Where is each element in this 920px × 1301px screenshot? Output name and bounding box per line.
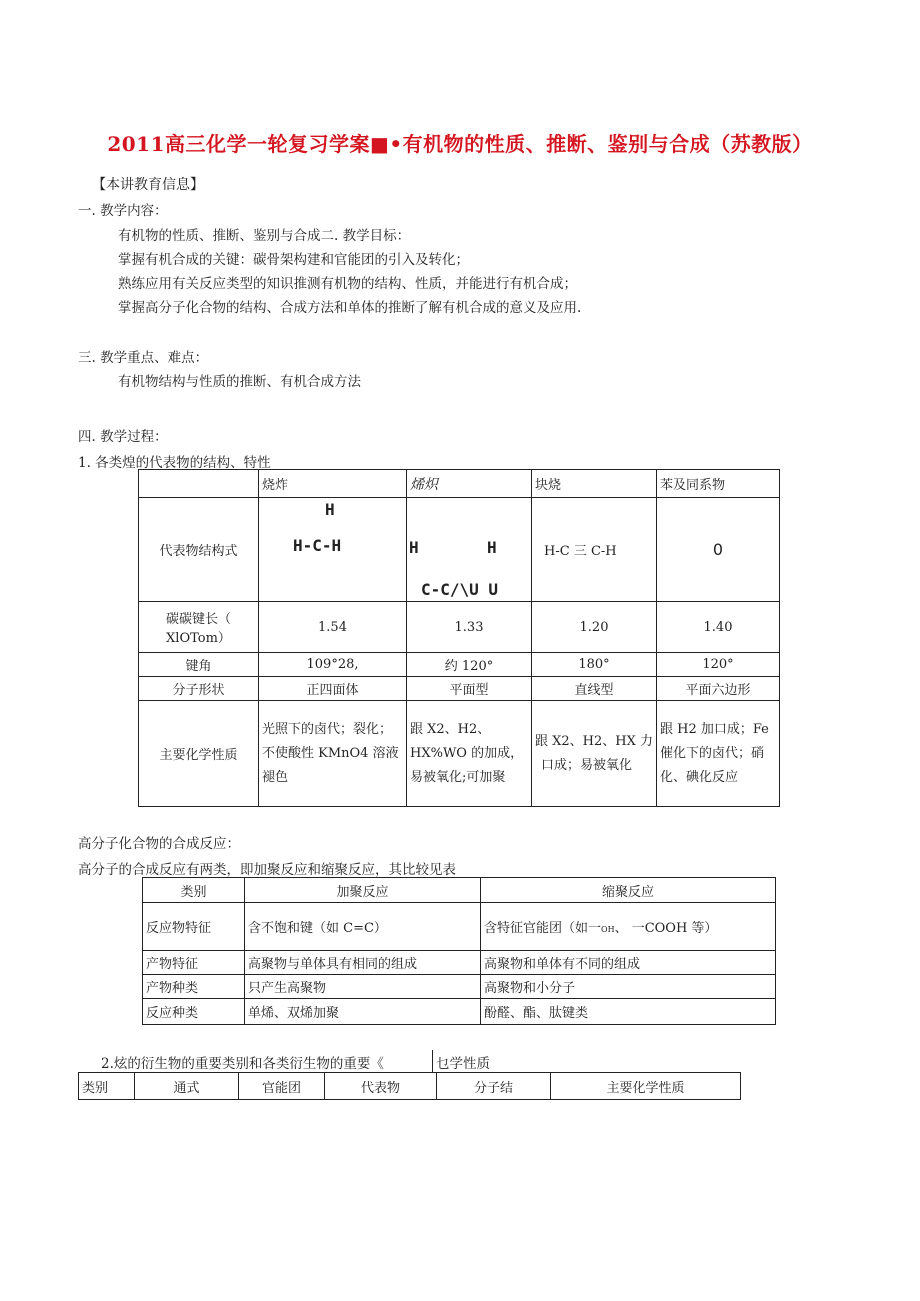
table-row	[143, 878, 776, 903]
table-row	[139, 653, 780, 677]
poly-row-label: 产物特征	[143, 951, 245, 975]
table-row	[139, 602, 780, 653]
derivative-header-representative: 代表物	[325, 1073, 437, 1100]
properties-benzene-line2: 催化下的卤代；硝	[660, 745, 765, 761]
derivatives-table	[78, 1072, 741, 1100]
properties-label: 主要化学性质	[139, 701, 259, 807]
table-row	[139, 701, 780, 807]
divider	[432, 1050, 433, 1072]
poly-condensation-part-a: 含特征官能团（如一	[484, 921, 602, 936]
table-row	[79, 1073, 741, 1100]
derivative-header-functional-group: 官能团	[239, 1073, 325, 1100]
alkyne-structure: H-C 三 C-H	[532, 498, 657, 602]
poly-header-category: 类别	[143, 878, 245, 903]
poly-addition-cell: 含不饱和键（如 C=C）	[245, 903, 481, 951]
alkane-hch: H-C-H	[293, 536, 342, 555]
section-1-heading: 一. 教学内容：	[78, 203, 168, 219]
section-3-heading: 三. 教学重点、难点：	[78, 350, 209, 366]
subsection-1-heading: 1. 各类煌的代表物的结构、特性	[78, 455, 271, 471]
poly-row-label: 反应物特征	[143, 903, 245, 951]
table-row	[143, 951, 776, 975]
poly-row-label: 反应种类	[143, 999, 245, 1025]
derivative-header-properties: 主要化学性质	[551, 1073, 741, 1100]
alkene-structure	[407, 498, 532, 602]
properties-alkene	[407, 701, 532, 807]
table-row	[143, 903, 776, 951]
poly-header-addition: 加聚反应	[245, 878, 481, 903]
derivative-header-category: 类别	[79, 1073, 135, 1100]
header-benzene: 苯及同系物	[657, 470, 780, 498]
poly-addition-cell: 只产生高聚物	[245, 975, 481, 999]
properties-alkane	[259, 701, 407, 807]
properties-alkane-line3: 褪色	[262, 769, 289, 785]
properties-alkane-line1: 光照下的卤代；裂化；	[262, 721, 393, 737]
polymer-intro: 高分子的合成反应有两类，即加聚反应和缩聚反应，其比较见表	[78, 862, 456, 878]
section-1-content: 有机物的性质、推断、鉴别与合成二. 教学目标：	[118, 228, 411, 244]
shape-benzene: 平面六边形	[657, 677, 780, 701]
properties-alkyne	[532, 701, 657, 807]
alkene-h-left: H	[409, 538, 419, 557]
bond-angle-benzene: 120°	[657, 653, 780, 677]
header-empty	[139, 470, 259, 498]
alkene-h-right: H	[487, 538, 497, 557]
polymerization-table	[142, 877, 776, 1025]
properties-alkyne-line2: 口成；易被氧化	[541, 757, 633, 773]
properties-benzene-line3: 化、碘化反应	[660, 769, 739, 785]
bond-angle-alkyne: 180°	[532, 653, 657, 677]
poly-condensation-cell	[481, 903, 776, 951]
shape-alkene: 平面型	[407, 677, 532, 701]
header-alkyne: 块烧	[532, 470, 657, 498]
properties-benzene	[657, 701, 780, 807]
goal-2: 熟练应用有关反应类型的知识推测有机物的结构、性质，并能进行有机合成；	[118, 276, 577, 292]
poly-row-label: 产物种类	[143, 975, 245, 999]
goal-3: 掌握高分子化合物的结构、合成方法和单体的推断了解有机合成的意义及应用.	[118, 300, 582, 316]
table-row	[139, 498, 780, 602]
properties-alkene-line3: 易被氧化;可加聚	[410, 769, 506, 785]
poly-condensation-cell: 高聚物和小分子	[481, 975, 776, 999]
goal-1: 掌握有机合成的关键：碳骨架构建和官能团的引入及转化；	[118, 252, 469, 268]
page-title: 2011高三化学一轮复习学案■•有机物的性质、推断、鉴别与合成（苏教版）	[107, 132, 813, 156]
hydrocarbon-table	[138, 469, 780, 807]
poly-condensation-oh: OH	[601, 925, 615, 934]
info-heading: 【本讲教育信息】	[92, 177, 204, 193]
polymer-heading: 高分子化合物的合成反应：	[78, 836, 240, 852]
bond-length-alkene: 1.33	[407, 602, 532, 653]
bond-length-benzene: 1.40	[657, 602, 780, 653]
table-row	[139, 677, 780, 701]
section-2-heading-a: 2.炫的衍生物的重要类别和各类衍生物的重要《	[101, 1056, 384, 1072]
properties-alkane-line2: 不使酸性 KMnO4 溶液	[262, 745, 399, 761]
bond-angle-label: 键角	[139, 653, 259, 677]
bond-length-label	[139, 602, 259, 653]
bond-length-label-line1: 碳碳键长（	[165, 612, 231, 627]
bond-length-label-line2: XlOTom）	[166, 631, 231, 646]
table-row	[143, 999, 776, 1025]
poly-addition-cell: 单烯、双烯加聚	[245, 999, 481, 1025]
table-row	[143, 975, 776, 999]
header-alkene: 烯炽	[407, 470, 532, 498]
poly-condensation-cell: 酚醛、酯、肽键类	[481, 999, 776, 1025]
shape-label: 分子形状	[139, 677, 259, 701]
properties-alkyne-line1: 跟 X2、H2、HX 力	[535, 733, 653, 749]
properties-benzene-line1: 跟 H2 加口成；Fe	[660, 721, 769, 737]
derivative-header-formula: 通式	[135, 1073, 239, 1100]
bond-angle-alkene: 约 120°	[407, 653, 532, 677]
table-row	[139, 470, 780, 498]
alkene-cc: C-C/\U U	[421, 580, 499, 599]
poly-condensation-cell: 高聚物和单体有不同的组成	[481, 951, 776, 975]
shape-alkane: 正四面体	[259, 677, 407, 701]
poly-condensation-part-b: 、 一COOH 等）	[614, 921, 718, 936]
section-4-heading: 四. 教学过程：	[78, 429, 168, 445]
structure-label: 代表物结构式	[139, 498, 259, 602]
header-alkane: 烧炸	[259, 470, 407, 498]
shape-alkyne: 直线型	[532, 677, 657, 701]
alkane-h: H	[325, 500, 335, 519]
poly-header-condensation: 缩聚反应	[481, 878, 776, 903]
properties-alkene-line2: HX%WO 的加成，	[410, 745, 524, 761]
bond-angle-alkane: 109°28,	[259, 653, 407, 677]
properties-alkene-line1: 跟 X2、H2、	[410, 721, 491, 737]
section-2-heading-b: 乜学性质	[436, 1056, 490, 1072]
bond-length-alkane: 1.54	[259, 602, 407, 653]
poly-addition-cell: 高聚物与单体具有相同的组成	[245, 951, 481, 975]
section-3-content: 有机物结构与性质的推断、有机合成方法	[118, 374, 361, 390]
derivative-header-structure: 分子结	[437, 1073, 551, 1100]
alkane-structure	[259, 498, 407, 602]
benzene-structure: 0	[657, 498, 780, 602]
bond-length-alkyne: 1.20	[532, 602, 657, 653]
